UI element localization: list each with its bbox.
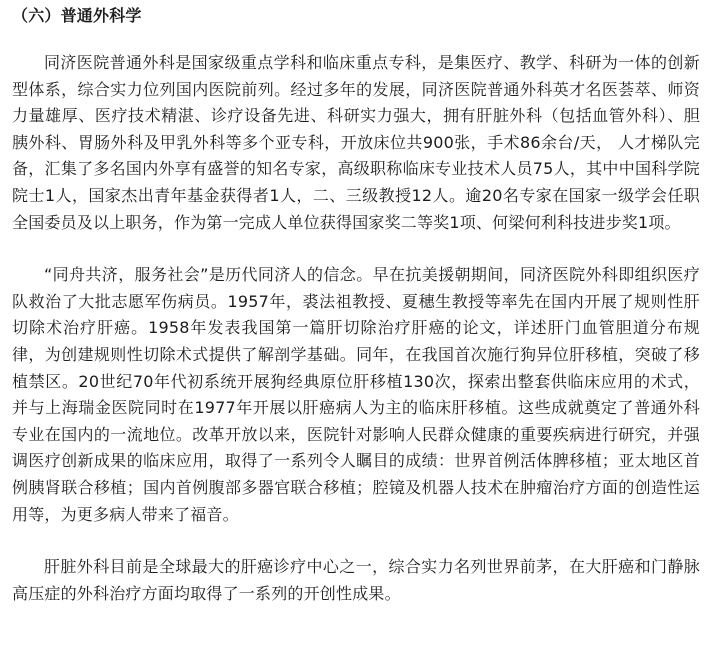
paragraph-history: “同舟共济，服务社会”是历代同济人的信念。早在抗美援朝期间，同济医院外科即组织医疗队救治了大批志愿军伤病员。1957年，裘法祖教授、夏穗生教授等率先在国内开展了规则性肝切除术治疗肝癌。1958年发表我国第一篇肝切除治疗肝癌的论文，详述肝门血管胆道分布规律，为创建规则性切除术式提供了解剖学基础。同年，在我国首次施行狗异位肝移植，突破了移植禁区。20世纪70年代初系统开展狗经典原位肝移植130次，探索出整套供临床应用的术式，并与上海瑞金医院同时在1977年开展以肝癌病人为主的临床肝移植。这些成就奠定了普通外科专业在国内的一流地位。改革开放以来，医院针对影响人民群众健康的重要疾病进行研究，并强调医疗创新成果的临床应用，取得了一系列令人瞩目的成绩：世界首例活体脾移植；亚太地区首例胰肾联合移植；国内首例腹部多器官联合移植；腔镜及机器人技术在肿瘤治疗方面的创造性运用等，为更多病人带来了福音。	[12, 265, 700, 524]
paragraph-department-overview: 同济医院普通外科是国家级重点学科和临床重点专科，是集医疗、教学、科研为一体的创新型体系，综合实力位列国内医院前列。经过多年的发展，同济医院普通外科英才名医荟萃、师资力量雄厚、医疗技术精湛、诊疗设备先进、科研实力强大，拥有肝脏外科（包括血管外科）、胆胰外科、胃肠外科及甲乳外科等多个亚专科，开放床位共900张，手术86余台/天， 人才梯队完备，汇集了多名国内外享有盛誉的知名专家，高级职称临床专业技术人员75人，其中中国科学院院士1人，国家杰出青年基金获得者1人，二、三级教授12人。逾20名专家在国家一级学会任职全国委员及以上职务，作为第一完成人单位获得国家奖二等奖1项、何梁何利科技进步奖1项。	[12, 53, 700, 232]
section-title: （六）普通外科学	[12, 6, 142, 25]
paragraph-liver-surgery: 肝脏外科目前是全球最大的肝癌诊疗中心之一，综合实力名列世界前茅，在大肝癌和门静脉高压症的外科治疗方面均取得了一系列的开创性成果。	[12, 557, 700, 603]
